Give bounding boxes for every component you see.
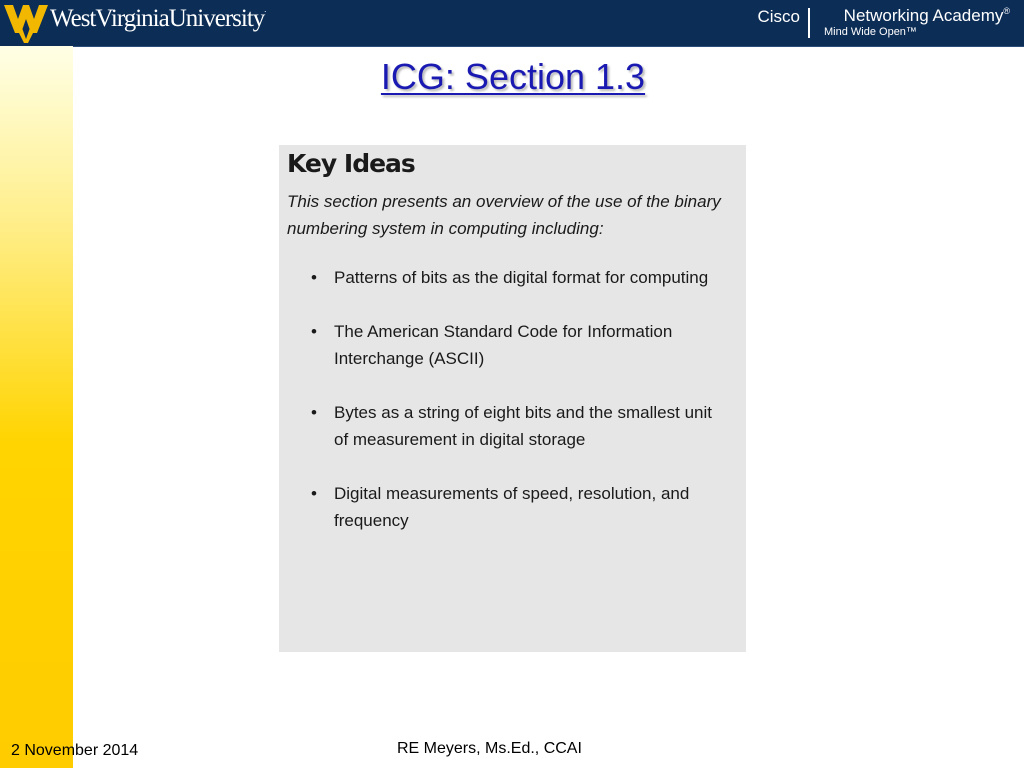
- flying-wv-logo-icon: [4, 3, 48, 43]
- bullet-icon: •: [311, 322, 317, 341]
- bullet-text: The American Standard Code for Information Interchange (ASCII): [334, 322, 673, 368]
- bullet-text: Patterns of bits as the digital format for computing: [334, 268, 709, 287]
- footer-date: 2 November 2014: [11, 742, 139, 759]
- wvu-trademark: .: [264, 5, 267, 14]
- list-item: [287, 318, 726, 372]
- list-item: [287, 264, 726, 291]
- bullet-text: Bytes as a string of eight bits and the smallest unit of measurement in digital storage: [334, 403, 712, 449]
- header-bar: [0, 0, 1024, 47]
- key-ideas-list: [287, 264, 726, 534]
- footer-author: RE Meyers, Ms.Ed., CCAI: [397, 740, 582, 757]
- key-ideas-heading: Key Ideas: [287, 149, 415, 178]
- bullet-icon: •: [311, 484, 317, 503]
- registered-mark: ®: [1003, 6, 1010, 16]
- key-ideas-box: [279, 145, 746, 652]
- academy-name: [824, 6, 1010, 38]
- cisco-name: Cisco: [757, 7, 800, 26]
- bullet-icon: •: [311, 268, 317, 287]
- bullet-icon: •: [311, 403, 317, 422]
- cisco-divider: [808, 8, 810, 38]
- list-item: [287, 399, 726, 453]
- academy-label: Networking Academy: [843, 6, 1004, 25]
- cisco-tagline: Mind Wide Open™: [824, 26, 917, 38]
- wvu-wordmark: [50, 5, 266, 33]
- key-ideas-intro: This section presents an overview of the use of the binary numbering system in computing including:: [287, 192, 721, 238]
- left-gradient-bar: [0, 46, 73, 768]
- slide-title: ICG: Section 1.3: [380, 56, 646, 97]
- wvu-name: WestVirginiaUniversity: [50, 5, 265, 32]
- list-item: [287, 480, 726, 534]
- bullet-text: Digital measurements of speed, resolution, and frequency: [334, 484, 690, 530]
